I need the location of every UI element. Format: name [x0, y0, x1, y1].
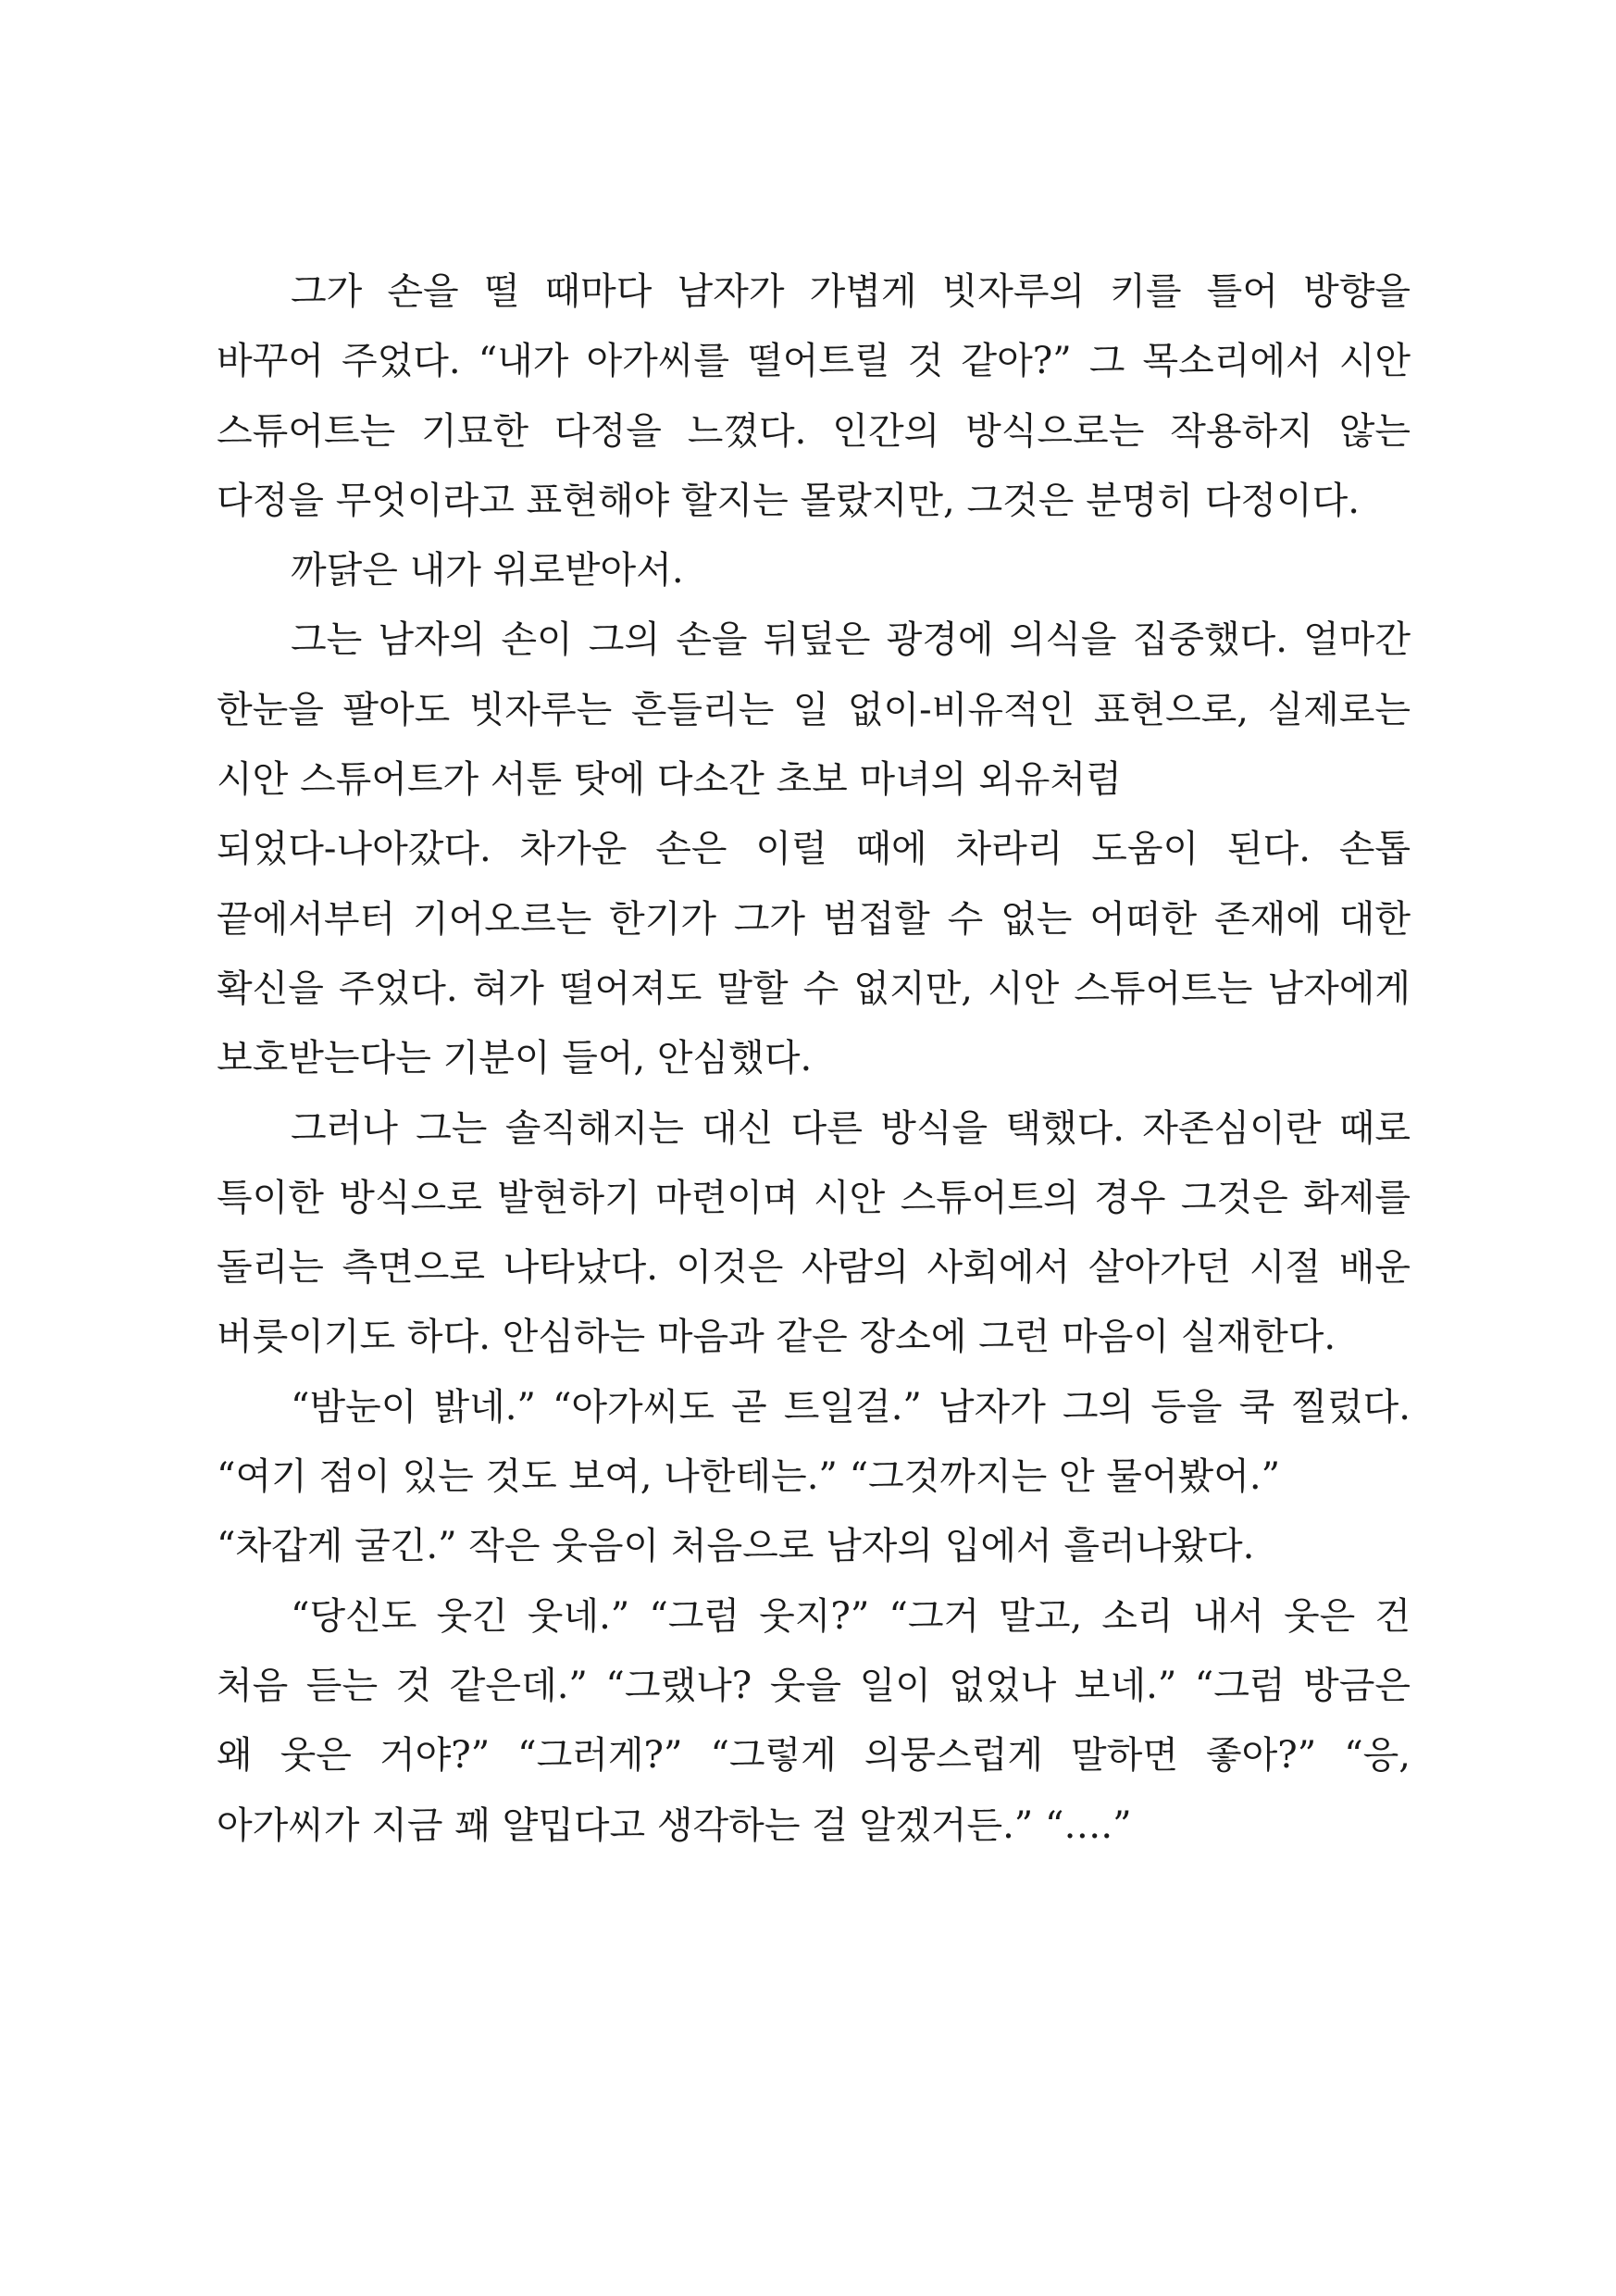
text-line-content: 그가 손을 떨 때마다 남자가 가볍게 빗자루의 키를 틀어 방향을: [291, 270, 1411, 313]
text-line-content: 확신을 주었다. 혀가 떨어져도 말할 수 없지만, 시안 스튜어트는 남자에게: [217, 967, 1411, 1010]
text-line-content: 보호받는다는 기분이 들어, 안심했다.: [217, 1037, 813, 1080]
text-line: [217, 745, 1411, 815]
text-line-content: 되었다-나아갔다. 차가운 손은 이럴 때에 차라리 도움이 된다. 손톱: [217, 828, 1411, 871]
text-line: [217, 397, 1411, 467]
text-line: [217, 536, 1411, 605]
text-line-content: 까닭은 내가 위로받아서.: [291, 549, 684, 593]
text-line-content: 특이한 방식으로 발현하기 마련이며 시안 스튜어트의 경우 그것은 화제를: [217, 1176, 1411, 1219]
text-line: [217, 1721, 1411, 1791]
text-line: [217, 1442, 1411, 1512]
text-line-content: 그러나 그는 솔직해지는 대신 다른 방식을 택했다. 자존심이란 때로: [291, 1106, 1411, 1150]
text-line-content: “여기 점이 있는 것도 보여, 나한테는.” “그것까지는 안 물어봤어.”: [217, 1455, 1281, 1499]
text-line: [217, 605, 1411, 675]
text-line-content: “차갑게 굴긴.” 작은 웃음이 처음으로 남자의 입에서 흘러나왔다.: [217, 1525, 1255, 1568]
text-line: [217, 1164, 1411, 1233]
text-line-content: 한눈을 팔아도 빗자루는 흔들리는 일 없이-비유적인 표현으로, 실제로는: [217, 688, 1411, 731]
body-text: [217, 257, 1411, 1861]
text-line: [217, 1094, 1411, 1164]
text-line: [217, 257, 1411, 327]
text-line: [217, 1373, 1411, 1442]
text-line-content: 끝에서부터 기어오르는 한기가 그가 범접할 수 없는 어떠한 존재에 대한: [217, 897, 1411, 941]
text-line-content: 버릇이기도 하다. 안심하는 마음과 같은 장소에 그런 마음이 실재한다.: [217, 1316, 1336, 1359]
text-line: [217, 676, 1411, 745]
text-line-content: “당신도 웃긴 웃네.” “그럼 웃지?” “그거 말고, 소리 내서 웃은 건: [291, 1594, 1411, 1638]
text-line: [217, 1303, 1411, 1372]
text-line-content: 돌리는 측면으로 나타났다. 이것은 사람의 사회에서 살아가던 시절 배운: [217, 1246, 1411, 1290]
text-line-content: 왜 웃은 거야?” “그러게?” “그렇게 의뭉스럽게 말하면 좋아?” “응,: [217, 1734, 1411, 1778]
text-line-content: 시안 스튜어트가 서툰 탓에 다소간 초보 마녀의 외유처럼: [217, 758, 1122, 802]
text-line-content: “밤눈이 밝네.” “아가씨도 곧 트일걸.” 남자가 그의 등을 쿡 찔렀다.: [291, 1385, 1411, 1429]
text-line: [217, 1652, 1411, 1721]
text-line: [217, 1233, 1411, 1303]
text-line: [217, 467, 1411, 536]
text-line: [217, 1512, 1411, 1581]
text-line-content: 바꾸어 주었다. “내가 아가씨를 떨어트릴 것 같아?” 그 목소리에서 시안: [217, 340, 1411, 383]
text-line-content: 스튜어트는 기묘한 다정을 느꼈다. 인간의 방식으로는 작용하지 않는: [217, 409, 1411, 453]
text-line-content: 다정을 무엇이라고 표현해야 할지는 몰랐지만, 그것은 분명히 다정이다.: [217, 479, 1360, 522]
text-line-content: 처음 듣는 것 같은데.” “그랬나? 웃을 일이 없었나 보네.” “그럼 방금은: [217, 1664, 1411, 1707]
text-line: [217, 1582, 1411, 1652]
text-line: [217, 955, 1411, 1024]
text-line-content: 그는 남자의 손이 그의 손을 뒤덮은 광경에 의식을 집중했다. 얼마간: [291, 618, 1411, 662]
text-line-content: 아가씨가 지금 꽤 얄밉다고 생각하는 걸 알겠거든.” “….”: [217, 1803, 1132, 1847]
text-line: [217, 1791, 1411, 1861]
text-line: [217, 815, 1411, 884]
text-line: [217, 885, 1411, 955]
text-line: [217, 327, 1411, 396]
text-line: [217, 1024, 1411, 1093]
